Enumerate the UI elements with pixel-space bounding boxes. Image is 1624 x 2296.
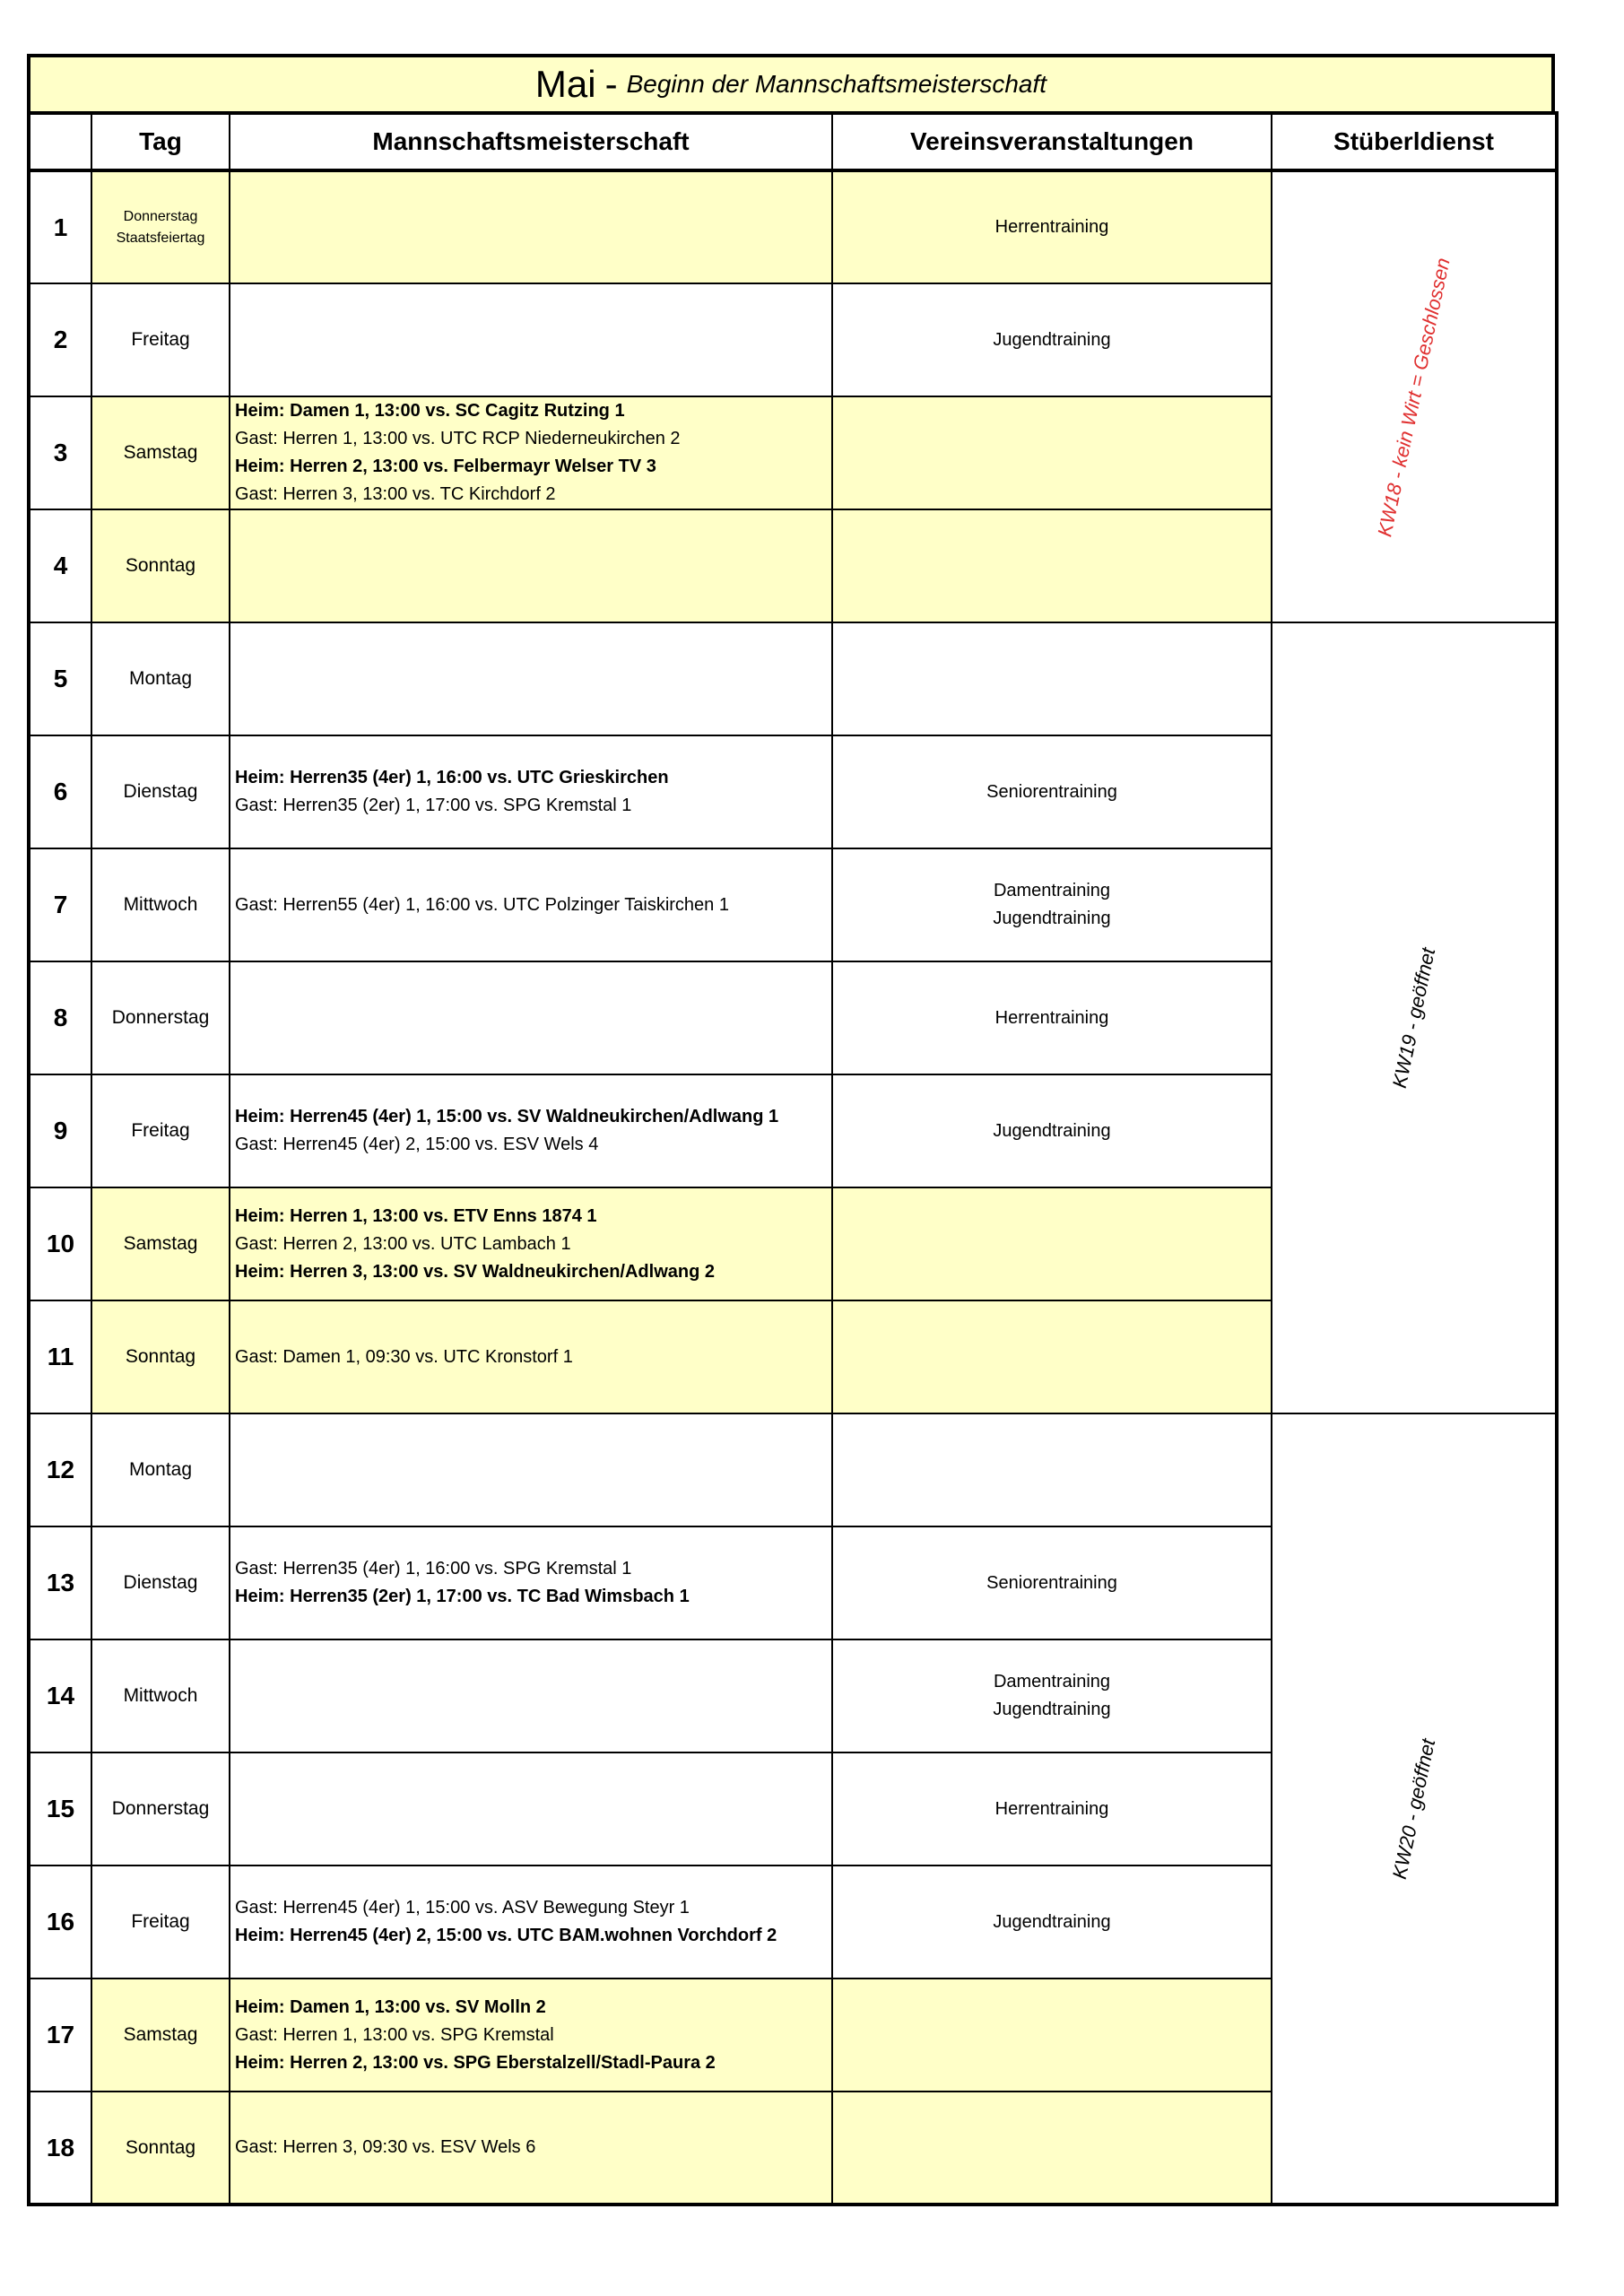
event-entry: Seniorentraining	[986, 1572, 1117, 1593]
day-number: 10	[29, 1187, 91, 1300]
event-entry: Seniorentraining	[986, 781, 1117, 802]
weekday-cell	[91, 509, 230, 622]
day-number: 1	[29, 170, 91, 283]
match-entry: Gast: Herren 3, 13:00 vs. TC Kirchdorf 2	[235, 484, 556, 504]
weekday-cell	[91, 622, 230, 735]
match-entry: Heim: Herren35 (2er) 1, 17:00 vs. TC Bad Wimsbach 1	[235, 1587, 690, 1606]
match-cell	[230, 1866, 832, 1979]
weekday-cell	[91, 1074, 230, 1187]
title-month: Mai	[534, 63, 596, 105]
stueberl-week-cell	[1272, 170, 1557, 622]
weekday-label: Samstag	[123, 1233, 198, 1254]
match-entry: Gast: Herren 1, 13:00 vs. UTC RCP Niederneukirchen 2	[235, 429, 681, 448]
day-number: 2	[29, 283, 91, 396]
match-entry: Heim: Herren 3, 13:00 vs. SV Waldneukirchen/Adlwang 2	[235, 1261, 715, 1282]
table-row	[29, 170, 1557, 283]
event-entry: Jugendtraining	[993, 1120, 1111, 1141]
schedule-sheet	[27, 54, 1555, 2206]
header-num	[29, 113, 91, 170]
weekday-label: Sonntag	[125, 555, 196, 576]
weekday-label: Samstag	[123, 442, 198, 463]
match-entry: Heim: Herren 2, 13:00 vs. Felbermayr Welser TV 3	[235, 457, 656, 476]
weekday-label: Donnerstag	[111, 1798, 210, 1819]
title-subtitle: Beginn der Mannschaftsmeisterschaft	[626, 70, 1047, 98]
schedule-table	[27, 111, 1559, 2206]
match-entry: Heim: Damen 1, 13:00 vs. SV Molln 2	[235, 1996, 546, 2017]
match-entry: Gast: Herren35 (2er) 1, 17:00 vs. SPG Kremstal 1	[235, 796, 632, 815]
events-cell	[832, 848, 1272, 961]
match-entry: Gast: Herren35 (4er) 1, 16:00 vs. SPG Kremstal 1	[235, 1559, 632, 1578]
weekday-label: Freitag	[131, 1911, 190, 1932]
match-entry: Gast: Herren 1, 13:00 vs. SPG Kremstal	[235, 2024, 554, 2045]
event-entry: Damentraining	[993, 881, 1111, 900]
weekday-label: Donnerstag	[111, 1007, 210, 1028]
weekday-cell	[91, 170, 230, 283]
weekday-label: Montag	[128, 668, 193, 689]
stueberl-week-label: KW19 - geöffnet	[1387, 945, 1439, 1091]
weekday-label: Freitag	[131, 1120, 190, 1141]
events-cell	[832, 1752, 1272, 1866]
day-number: 7	[29, 848, 91, 961]
weekday-cell	[91, 1187, 230, 1300]
weekday-cell	[91, 1300, 230, 1413]
events-cell	[832, 961, 1272, 1074]
weekday-cell	[91, 848, 230, 961]
match-entry: Gast: Herren 3, 09:30 vs. ESV Wels 6	[235, 2137, 536, 2157]
weekday-label: Sonntag	[125, 1346, 196, 1367]
table-row	[29, 622, 1557, 735]
weekday-label: Dienstag	[123, 781, 198, 802]
match-entry: Gast: Herren55 (4er) 1, 16:00 vs. UTC Polzinger Taiskirchen 1	[235, 894, 729, 915]
weekday-cell	[91, 1413, 230, 1526]
weekday-label: Sonntag	[125, 2136, 196, 2158]
match-cell	[230, 509, 832, 622]
match-entry: Heim: Herren 1, 13:00 vs. ETV Enns 1874 1	[235, 1205, 597, 1226]
event-entry: Jugendtraining	[993, 1911, 1111, 1932]
weekday-cell	[91, 1526, 230, 1639]
weekday-cell	[91, 1979, 230, 2092]
events-cell	[832, 2092, 1272, 2205]
header-row	[29, 113, 1557, 170]
weekday-cell	[91, 396, 230, 509]
day-number: 13	[29, 1526, 91, 1639]
day-number: 9	[29, 1074, 91, 1187]
holiday-label: Staatsfeiertag	[116, 230, 205, 246]
weekday-cell	[91, 283, 230, 396]
event-entry: Damentraining	[993, 1672, 1111, 1692]
match-cell	[230, 1187, 832, 1300]
match-cell	[230, 2092, 832, 2205]
stueberl-week-label: KW20 - geöffnet	[1387, 1736, 1439, 1881]
day-number: 15	[29, 1752, 91, 1866]
events-cell	[832, 1300, 1272, 1413]
match-cell	[230, 283, 832, 396]
match-entry: Gast: Herren45 (4er) 2, 15:00 vs. ESV Wels 4	[235, 1135, 599, 1154]
weekday-cell	[91, 1866, 230, 1979]
event-entry: Jugendtraining	[993, 1700, 1111, 1719]
day-number: 6	[29, 735, 91, 848]
stueberl-week-label: KW18 - kein Wirt = Geschlossen	[1372, 255, 1455, 539]
header-vereinsveranstaltungen: Vereinsveranstaltungen	[832, 113, 1272, 170]
header-tag: Tag	[91, 113, 230, 170]
weekday-label: Freitag	[131, 329, 190, 350]
events-cell	[832, 1639, 1272, 1752]
event-entry: Herrentraining	[994, 1007, 1109, 1028]
match-entry: Heim: Herren45 (4er) 2, 15:00 vs. UTC BAM.wohnen Vorchdorf 2	[235, 1926, 777, 1945]
match-entry: Heim: Herren 2, 13:00 vs. SPG Eberstalzell/Stadl-Paura 2	[235, 2052, 716, 2073]
weekday-label: Mittwoch	[123, 894, 198, 915]
weekday-cell	[91, 735, 230, 848]
match-entry: Heim: Herren35 (4er) 1, 16:00 vs. UTC Grieskirchen	[235, 768, 669, 787]
events-cell	[832, 1979, 1272, 2092]
event-entry: Herrentraining	[994, 217, 1109, 237]
day-number: 18	[29, 2092, 91, 2205]
events-cell	[832, 396, 1272, 509]
match-entry: Heim: Damen 1, 13:00 vs. SC Cagitz Rutzing 1	[235, 401, 625, 421]
day-number: 11	[29, 1300, 91, 1413]
day-number: 4	[29, 509, 91, 622]
events-cell	[832, 1866, 1272, 1979]
match-cell	[230, 961, 832, 1074]
weekday-cell	[91, 961, 230, 1074]
day-number: 3	[29, 396, 91, 509]
events-cell	[832, 509, 1272, 622]
table-row	[29, 1413, 1557, 1526]
match-entry: Gast: Herren 2, 13:00 vs. UTC Lambach 1	[235, 1233, 571, 1254]
events-cell	[832, 283, 1272, 396]
weekday-cell	[91, 1639, 230, 1752]
weekday-cell	[91, 2092, 230, 2205]
title-bar	[27, 54, 1555, 111]
day-number: 14	[29, 1639, 91, 1752]
match-cell	[230, 1752, 832, 1866]
events-cell	[832, 1187, 1272, 1300]
match-cell	[230, 1526, 832, 1639]
match-cell	[230, 1300, 832, 1413]
stueberl-week-cell	[1272, 1413, 1557, 2205]
events-cell	[832, 622, 1272, 735]
title-dash: -	[604, 63, 618, 105]
day-number: 5	[29, 622, 91, 735]
header-mannschaftsmeisterschaft: Mannschaftsmeisterschaft	[230, 113, 832, 170]
events-cell	[832, 170, 1272, 283]
match-cell	[230, 1639, 832, 1752]
events-cell	[832, 735, 1272, 848]
event-entry: Herrentraining	[994, 1798, 1109, 1819]
event-entry: Jugendtraining	[993, 329, 1111, 350]
events-cell	[832, 1413, 1272, 1526]
match-cell	[230, 396, 832, 509]
match-entry: Gast: Herren45 (4er) 1, 15:00 vs. ASV Bewegung Steyr 1	[235, 1898, 690, 1918]
match-cell	[230, 170, 832, 283]
match-cell	[230, 622, 832, 735]
weekday-label: Donnerstag	[123, 208, 198, 224]
event-entry: Jugendtraining	[993, 909, 1111, 928]
match-cell	[230, 735, 832, 848]
weekday-cell	[91, 1752, 230, 1866]
match-entry: Gast: Damen 1, 09:30 vs. UTC Kronstorf 1	[235, 1346, 573, 1367]
match-cell	[230, 848, 832, 961]
day-number: 16	[29, 1866, 91, 1979]
match-entry: Heim: Herren45 (4er) 1, 15:00 vs. SV Waldneukirchen/Adlwang 1	[235, 1107, 779, 1126]
stueberl-week-cell	[1272, 622, 1557, 1413]
events-cell	[832, 1526, 1272, 1639]
weekday-label: Montag	[128, 1459, 193, 1480]
weekday-label: Dienstag	[123, 1572, 198, 1593]
match-cell	[230, 1979, 832, 2092]
weekday-label: Mittwoch	[123, 1685, 198, 1706]
header-stueberldienst: Stüberldienst	[1272, 113, 1557, 170]
schedule-body	[29, 170, 1557, 2205]
day-number: 12	[29, 1413, 91, 1526]
match-cell	[230, 1074, 832, 1187]
day-number: 8	[29, 961, 91, 1074]
events-cell	[832, 1074, 1272, 1187]
match-cell	[230, 1413, 832, 1526]
day-number: 17	[29, 1979, 91, 2092]
weekday-label: Samstag	[123, 2024, 198, 2045]
